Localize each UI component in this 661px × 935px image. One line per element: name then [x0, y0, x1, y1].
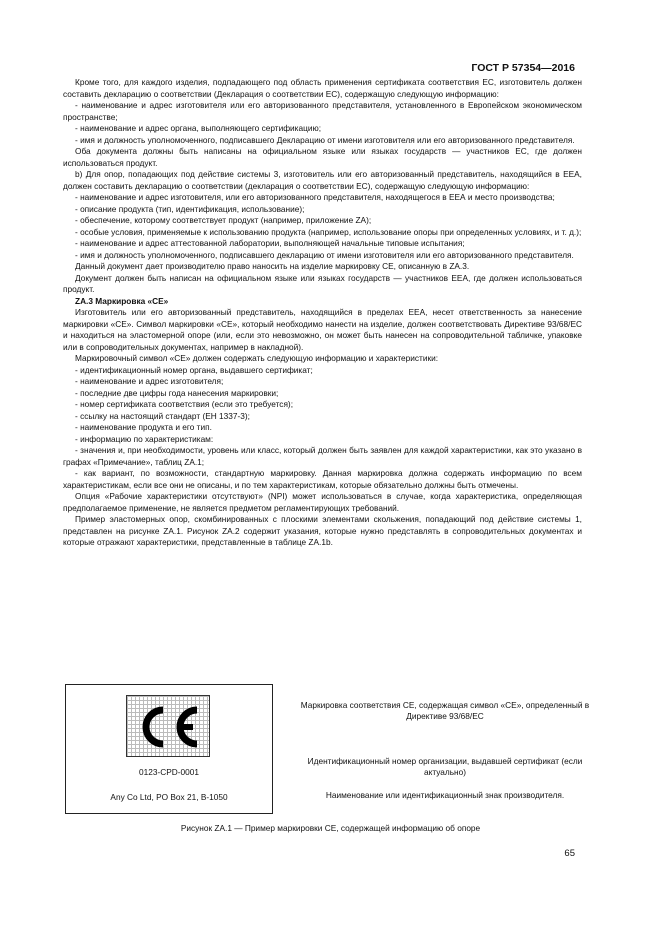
paragraph: - наименование и адрес изготовителя; [75, 376, 224, 386]
paragraph: Оба документа должны быть написаны на официальном языке или языках государств — участников ЕС, где должен использоваться продукт. [63, 146, 582, 168]
paragraph: - информацию по характеристикам: [75, 433, 214, 444]
paragraph: Опция «Рабочие характеристики отсутствуют» (NPI) может использоваться в случае, когда характеристика, определяющая предполагаемое применение, не является предметом регламентирующих требований. [63, 491, 582, 513]
paragraph: - имя и должность уполномоченного, подписавшего декларацию от имени изготовителя или его авторизованного представителя. [75, 249, 574, 260]
paragraph: - номер сертификата соответствия (если это требуется); [75, 399, 293, 409]
caption-manufacturer: Наименование или идентификационный знак производителя. [325, 790, 565, 800]
ce-mark-icon [126, 695, 210, 757]
paragraph: - наименование продукта и его тип. [75, 422, 212, 432]
paragraph: - как вариант, по возможности, стандартную маркировку. Данная маркировка должна содержать информацию по всем характеристикам, если все они не описаны, и по тем характеристикам, которые обязательно должны быть отмечены. [63, 468, 582, 490]
paragraph: Маркировочный символ «СЕ» должен содержать следующую информацию и характеристики: [75, 353, 439, 363]
paragraph: - имя и должность уполномоченного, подписавшего Декларацию от имени изготовителя или его авторизованного представителя. [75, 134, 575, 145]
paragraph: - наименование и адрес изготовителя, или его авторизованного представителя, находящегося в ЕЕА и место производства; [75, 192, 555, 202]
page-header: ГОСТ Р 57354—2016 [471, 62, 575, 74]
ce-marking-figure [65, 684, 273, 814]
paragraph: - обеспечение, которому соответствует продукт (например, приложение ZA); [75, 215, 372, 225]
section-heading: ZA.3 Маркировка «СЕ» [75, 295, 169, 306]
page-number: 65 [564, 848, 575, 859]
figure-caption: Рисунок ZA.1 — Пример маркировки СЕ, содержащей информацию об опоре [180, 823, 481, 833]
caption-id-number: Идентификационный номер организации, выдавшей сертификат (если актуально) [307, 756, 583, 777]
paragraph: b) Для опор, попадающих под действие системы 3, изготовитель или его авторизованный представитель, находящийся в ЕЕА, должен составить декларацию о соответствии (декларация о соответствии ЕС), содержащую следующую информацию: [63, 169, 582, 191]
paragraph: - наименование и адрес изготовителя или его авторизованного представителя, установленного в Европейском экономическом пространстве; [63, 100, 582, 122]
certificate-number: 0123-CPD-0001 [139, 767, 199, 777]
caption-ce-mark: Маркировка соответствия СЕ, содержащая символ «СЕ», определенный в Директиве 93/68/ЕС [300, 700, 590, 721]
manufacturer-address: Any Co Ltd, PO Box 21, B-1050 [110, 792, 228, 802]
paragraph: - последние две цифры года нанесения маркировки; [75, 387, 279, 398]
paragraph: - наименование и адрес аттестованной лаборатории, выполняющей начальные типовые испытания; [75, 238, 465, 248]
document-body [63, 77, 582, 549]
paragraph: Пример эластомерных опор, скомбинированных с плоскими элементами скольжения, попадающий под действие системы 1, представлен на рисунке ZA.1. Рисунок ZA.2 содержит указания, которые нужно представлять в сопроводительных документах и которые отражают характеристики, представленные в таблице ZA.1b. [63, 514, 582, 547]
paragraph: Документ должен быть написан на официальном языке или языках государств — участников ЕЕА, где должен использоваться продукт. [63, 272, 582, 294]
paragraph: - идентификационный номер органа, выдавшего сертификат; [75, 364, 313, 375]
paragraph: - наименование и адрес органа, выполняющего сертификацию; [75, 123, 322, 133]
paragraph: - ссылку на настоящий стандарт (ЕН 1337-3); [75, 410, 250, 421]
paragraph: - особые условия, применяемые к использованию продукта (например, использование опоры при определенных условиях, и т. д.); [75, 226, 582, 237]
paragraph: Данный документ дает производителю право наносить на изделие маркировку СЕ, описанную в ZA.3. [75, 261, 470, 271]
paragraph: Кроме того, для каждого изделия, подпадающего под область применения сертификата соответствия ЕС, изготовитель должен составить декларацию о соответствии (Декларация о соответствии ЕС), содержащую следующую информацию: [63, 77, 582, 99]
ce-symbol-icon [127, 696, 211, 758]
paragraph: - описание продукта (тип, идентификация, использование); [75, 203, 305, 214]
paragraph: Изготовитель или его авторизованный представитель, находящийся в пределах ЕЕА, несет ответственность за нанесение маркировки «СЕ». Символ маркировки «СЕ», который необходимо нанести на изделие, должен соответствовать Директиве 93/68/ЕС и находиться на эластомерной опоре (или, если это невозможно, он может быть нанесен на сопроводительной табличке, упаковке или в сопроводительных документах, например в накладной). [63, 307, 582, 352]
paragraph: - значения и, при необходимости, уровень или класс, который должен быть заявлен для каждой характеристики, как это указано в графах «Примечание», таблиц ZA.1; [63, 445, 582, 467]
